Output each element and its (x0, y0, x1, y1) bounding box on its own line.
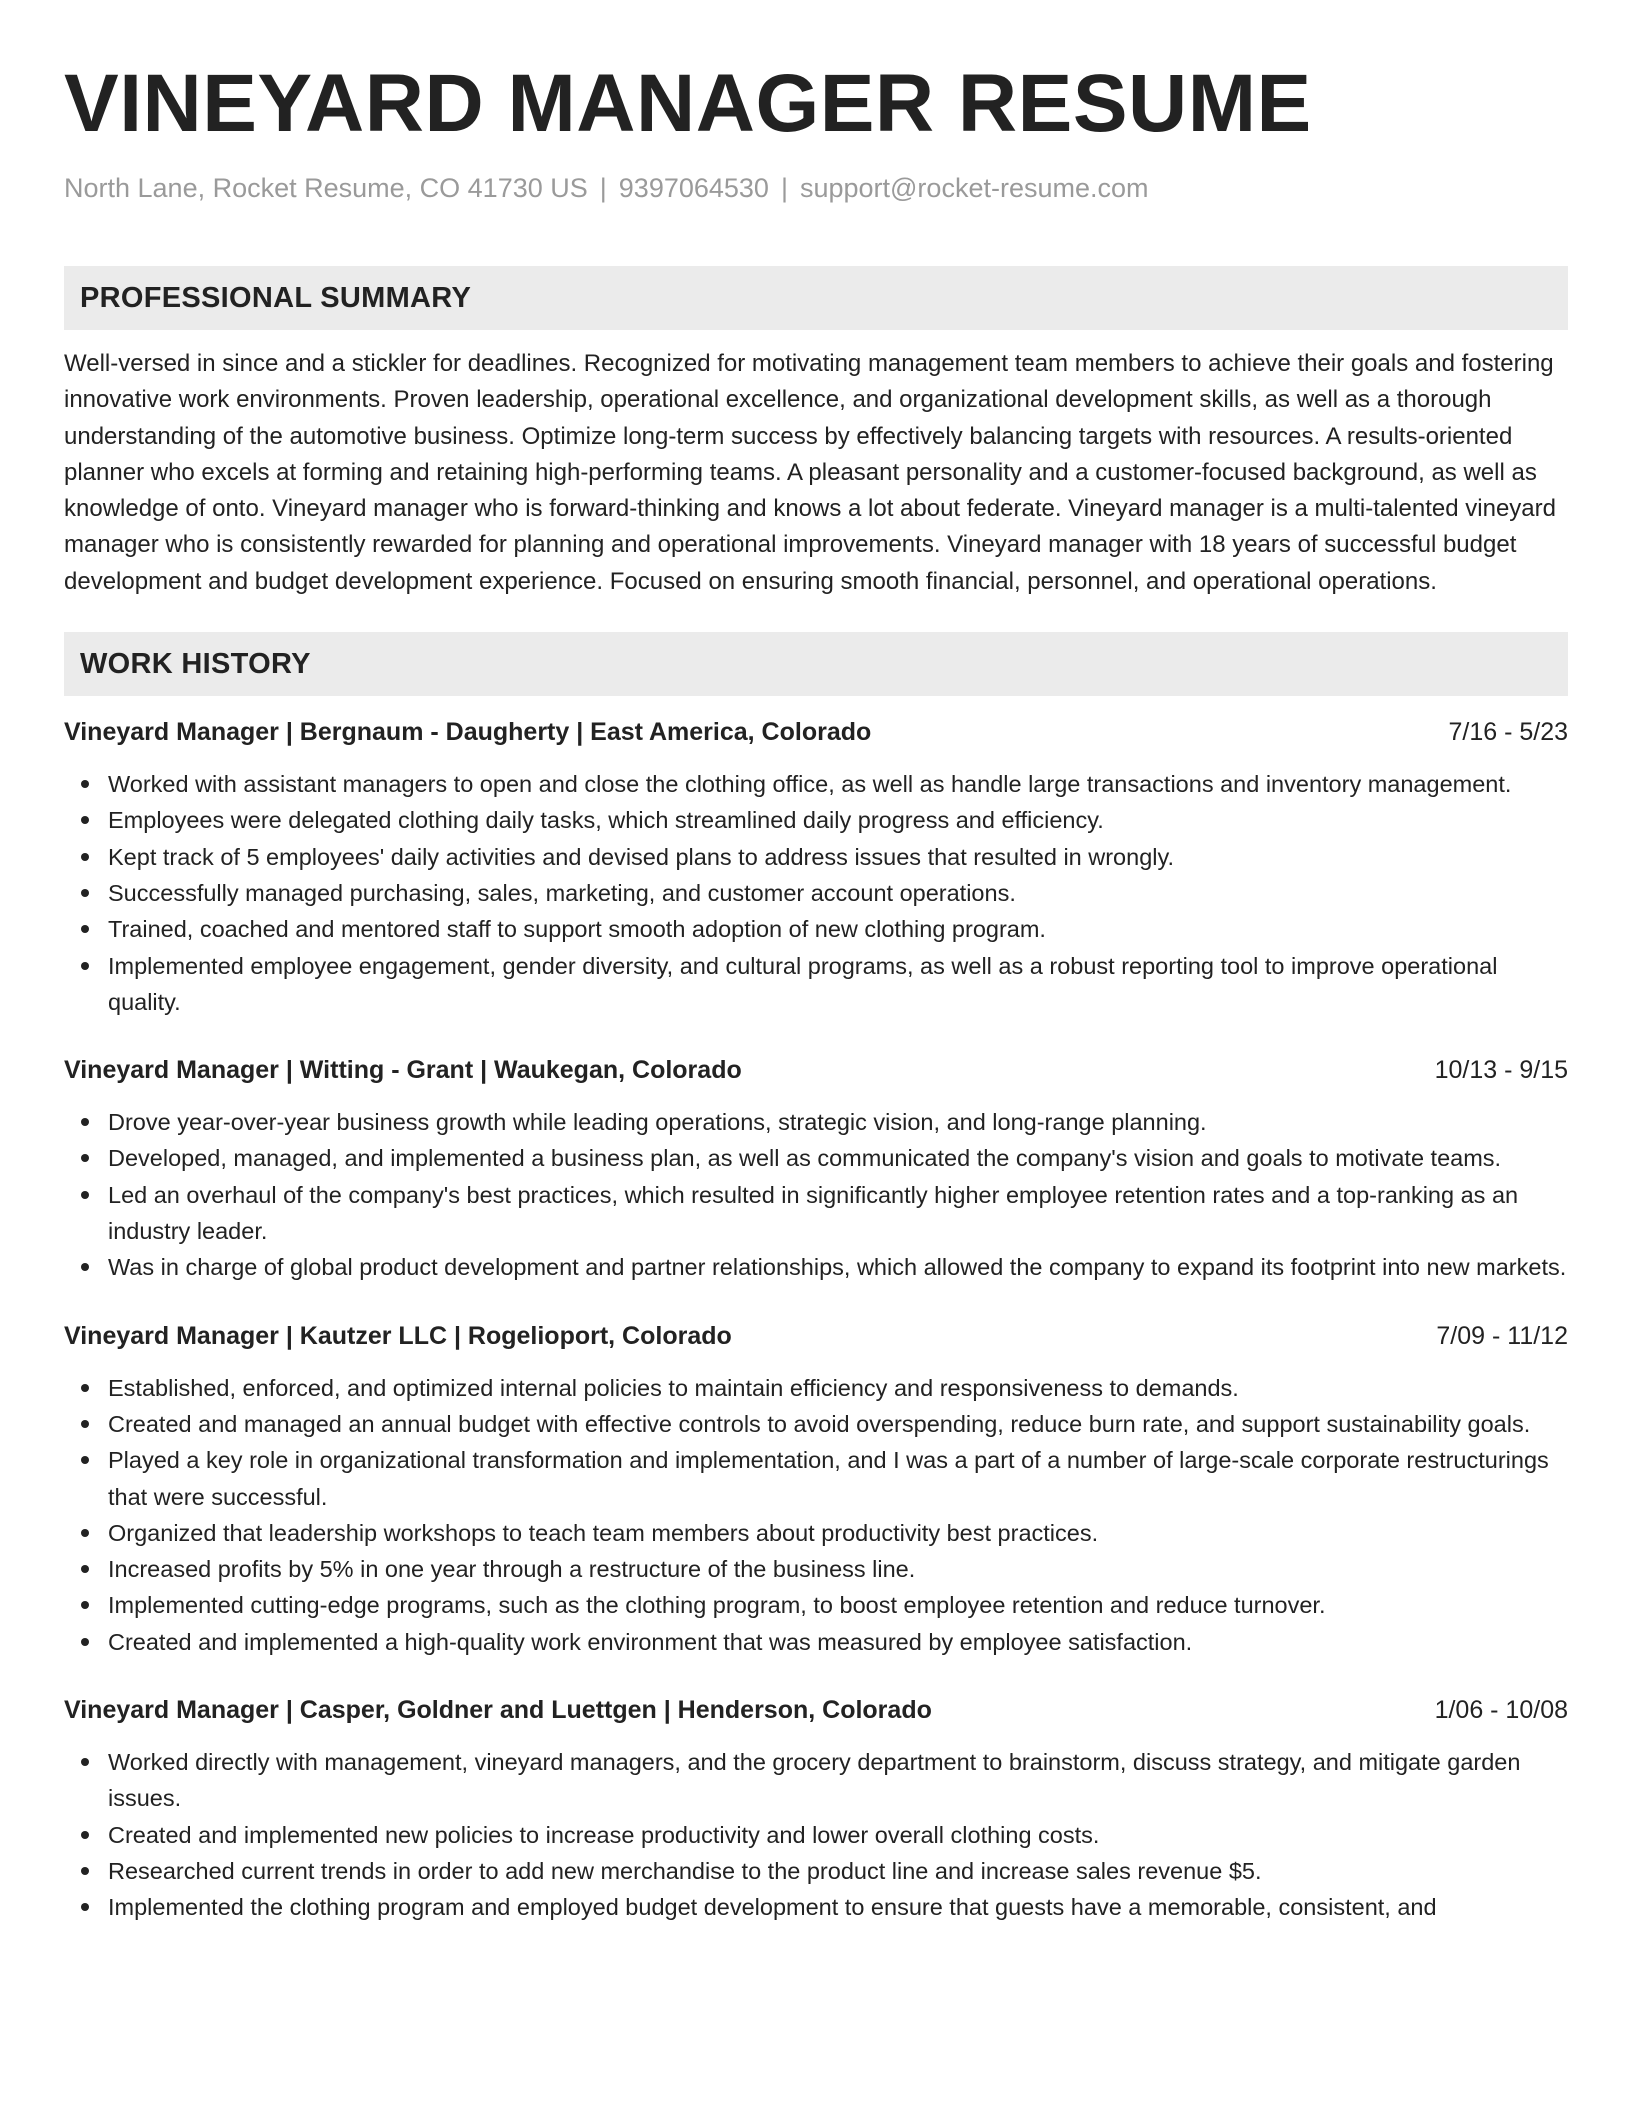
bullet-icon (81, 816, 89, 824)
list-item (64, 1104, 1568, 1140)
professional-summary-section (64, 266, 1568, 600)
job-entry (64, 1692, 1568, 1925)
bullet-icon (81, 889, 89, 897)
resume-title: VINEYARD MANAGER RESUME (64, 58, 1312, 149)
job-header (64, 1318, 1568, 1354)
job-bullet-list (64, 766, 1568, 1020)
list-item (64, 1889, 1568, 1925)
contact-email: support@rocket-resume.com (799, 173, 1149, 203)
bullet-icon (81, 1118, 89, 1126)
bullet-icon (81, 1565, 89, 1573)
bullet-text: Researched current trends in order to add new merchandise to the product line and increase sales revenue $5. (108, 1857, 1262, 1884)
contact-phone: 9397064530 (618, 173, 769, 203)
job-header (64, 714, 1568, 750)
bullet-text: Implemented employee engagement, gender diversity, and cultural programs, as well as a robust reporting tool to improve operational quality. (108, 952, 1498, 1015)
list-item (64, 802, 1568, 838)
list-item (64, 1249, 1568, 1285)
list-item (64, 1853, 1568, 1889)
bullet-text: Worked with assistant managers to open and close the clothing office, as well as handle large transactions and inventory management. (108, 771, 1512, 798)
list-item (64, 1587, 1568, 1623)
bullet-text: Created and implemented a high-quality work environment that was measured by employee satisfaction. (108, 1628, 1193, 1655)
bullet-icon (81, 1420, 89, 1428)
job-dates: 7/16 - 5/23 (1448, 718, 1568, 747)
bullet-text: Developed, managed, and implemented a business plan, as well as communicated the company's vision and goals to motivate teams. (108, 1145, 1502, 1172)
list-item (64, 766, 1568, 802)
bullet-icon (81, 780, 89, 788)
list-item (64, 1406, 1568, 1442)
bullet-icon (81, 1903, 89, 1911)
work-history-section (64, 632, 1568, 1925)
bullet-text: Kept track of 5 employees' daily activities and devised plans to address issues that resulted in wrongly. (108, 843, 1175, 870)
job-dates: 10/13 - 9/15 (1434, 1056, 1568, 1085)
job-title: Vineyard Manager | Casper, Goldner and Luettgen | Henderson, Colorado (64, 1696, 932, 1725)
list-item (64, 839, 1568, 875)
bullet-icon (81, 1191, 89, 1199)
bullet-text: Drove year-over-year business growth while leading operations, strategic vision, and long-range planning. (108, 1109, 1207, 1136)
bullet-text: Led an overhaul of the company's best practices, which resulted in significantly higher employee retention rates and a top-ranking as an industry leader. (108, 1181, 1519, 1245)
bullet-text: Employees were delegated clothing daily tasks, which streamlined daily progress and efficiency. (108, 807, 1104, 834)
list-item (64, 1624, 1568, 1660)
list-item (64, 1817, 1568, 1853)
job-header (64, 1052, 1568, 1088)
job-entry (64, 1318, 1568, 1660)
bullet-icon (81, 1384, 89, 1392)
bullet-text: Trained, coached and mentored staff to support smooth adoption of new clothing program. (108, 916, 1046, 943)
bullet-text: Created and implemented new policies to increase productivity and lower overall clothing costs. (108, 1821, 1100, 1848)
bullet-text: Established, enforced, and optimized internal policies to maintain efficiency and responsiveness to demands. (108, 1374, 1239, 1401)
bullet-icon (81, 1601, 89, 1609)
list-item (64, 948, 1568, 1021)
job-list (64, 714, 1568, 1925)
job-bullet-list (64, 1744, 1568, 1925)
bullet-text: Implemented the clothing program and employed budget development to ensure that guests have a memorable, consistent, and (108, 1894, 1437, 1921)
section-heading-professional-summary: PROFESSIONAL SUMMARY (64, 266, 1568, 330)
list-item (64, 1140, 1568, 1176)
bullet-icon (81, 1529, 89, 1537)
job-entry (64, 714, 1568, 1020)
bullet-text: Worked directly with management, vineyard managers, and the grocery department to brainstorm, discuss strategy, and mitigate garden issues. (108, 1749, 1521, 1812)
job-title: Vineyard Manager | Kautzer LLC | Rogelioport, Colorado (64, 1321, 732, 1350)
bullet-text: Organized that leadership workshops to teach team members about productivity best practices. (108, 1519, 1099, 1546)
bullet-icon (81, 1831, 89, 1839)
bullet-icon (81, 925, 89, 933)
resume-page (64, 0, 1568, 1926)
contact-line (64, 170, 1568, 206)
job-dates: 7/09 - 11/12 (1436, 1321, 1568, 1350)
job-title: Vineyard Manager | Witting - Grant | Waukegan, Colorado (64, 1056, 742, 1085)
job-bullet-list (64, 1104, 1568, 1285)
contact-address: North Lane, Rocket Resume, CO 41730 US (64, 173, 588, 203)
bullet-icon (81, 1638, 89, 1646)
list-item (64, 1744, 1568, 1817)
bullet-icon (81, 1758, 89, 1766)
section-heading-work-history: WORK HISTORY (64, 632, 1568, 696)
bullet-text: Implemented cutting-edge programs, such as the clothing program, to boost employee retention and reduce turnover. (108, 1592, 1326, 1619)
list-item (64, 1551, 1568, 1587)
list-item (64, 1177, 1568, 1250)
contact-separator: | (780, 173, 788, 203)
job-header (64, 1692, 1568, 1728)
summary-paragraph: Well-versed in since and a stickler for deadlines. Recognized for motivating management team members to achieve their goals and fostering innovative work environments. Proven leadership, operational excellence, and organizational development skills, as well as a thorough understanding of the automotive business. Optimize long-term success by effectively balancing targets with resources. A results-oriented planner who excels at forming and retaining high-performing teams. A pleasant personality and a customer-focused background, as well as knowledge of onto. Vineyard manager who is forward-thinking and knows a lot about federate. Vineyard manager is a multi-talented vineyard manager who is consistently rewarded for planning and operational improvements. Vineyard manager with 18 years of successful budget development and budget development experience. Focused on ensuring smooth financial, personnel, and operational operations. (64, 350, 1556, 595)
bullet-text: Was in charge of global product development and partner relationships, which allowed the company to expand its footprint into new markets. (108, 1254, 1567, 1281)
bullet-text: Played a key role in organizational transformation and implementation, and I was a part of a number of large-scale corporate restructurings that were successful. (108, 1447, 1549, 1510)
list-item (64, 911, 1568, 947)
bullet-text: Increased profits by 5% in one year through a restructure of the business line. (108, 1556, 916, 1583)
bullet-icon (81, 962, 89, 970)
bullet-text: Successfully managed purchasing, sales, marketing, and customer account operations. (108, 879, 1016, 906)
list-item (64, 1442, 1568, 1515)
job-dates: 1/06 - 10/08 (1434, 1696, 1568, 1725)
job-entry (64, 1052, 1568, 1285)
list-item (64, 875, 1568, 911)
list-item (64, 1370, 1568, 1406)
job-title: Vineyard Manager | Bergnaum - Daugherty | East America, Colorado (64, 718, 872, 747)
contact-separator: | (599, 173, 607, 203)
bullet-icon (81, 1263, 89, 1271)
list-item (64, 1515, 1568, 1551)
bullet-icon (81, 853, 89, 861)
bullet-icon (81, 1154, 89, 1162)
bullet-text: Created and managed an annual budget with effective controls to avoid overspending, reduce burn rate, and support sustainability goals. (108, 1410, 1531, 1437)
bullet-icon (81, 1456, 89, 1464)
bullet-icon (81, 1867, 89, 1875)
job-bullet-list (64, 1370, 1568, 1660)
